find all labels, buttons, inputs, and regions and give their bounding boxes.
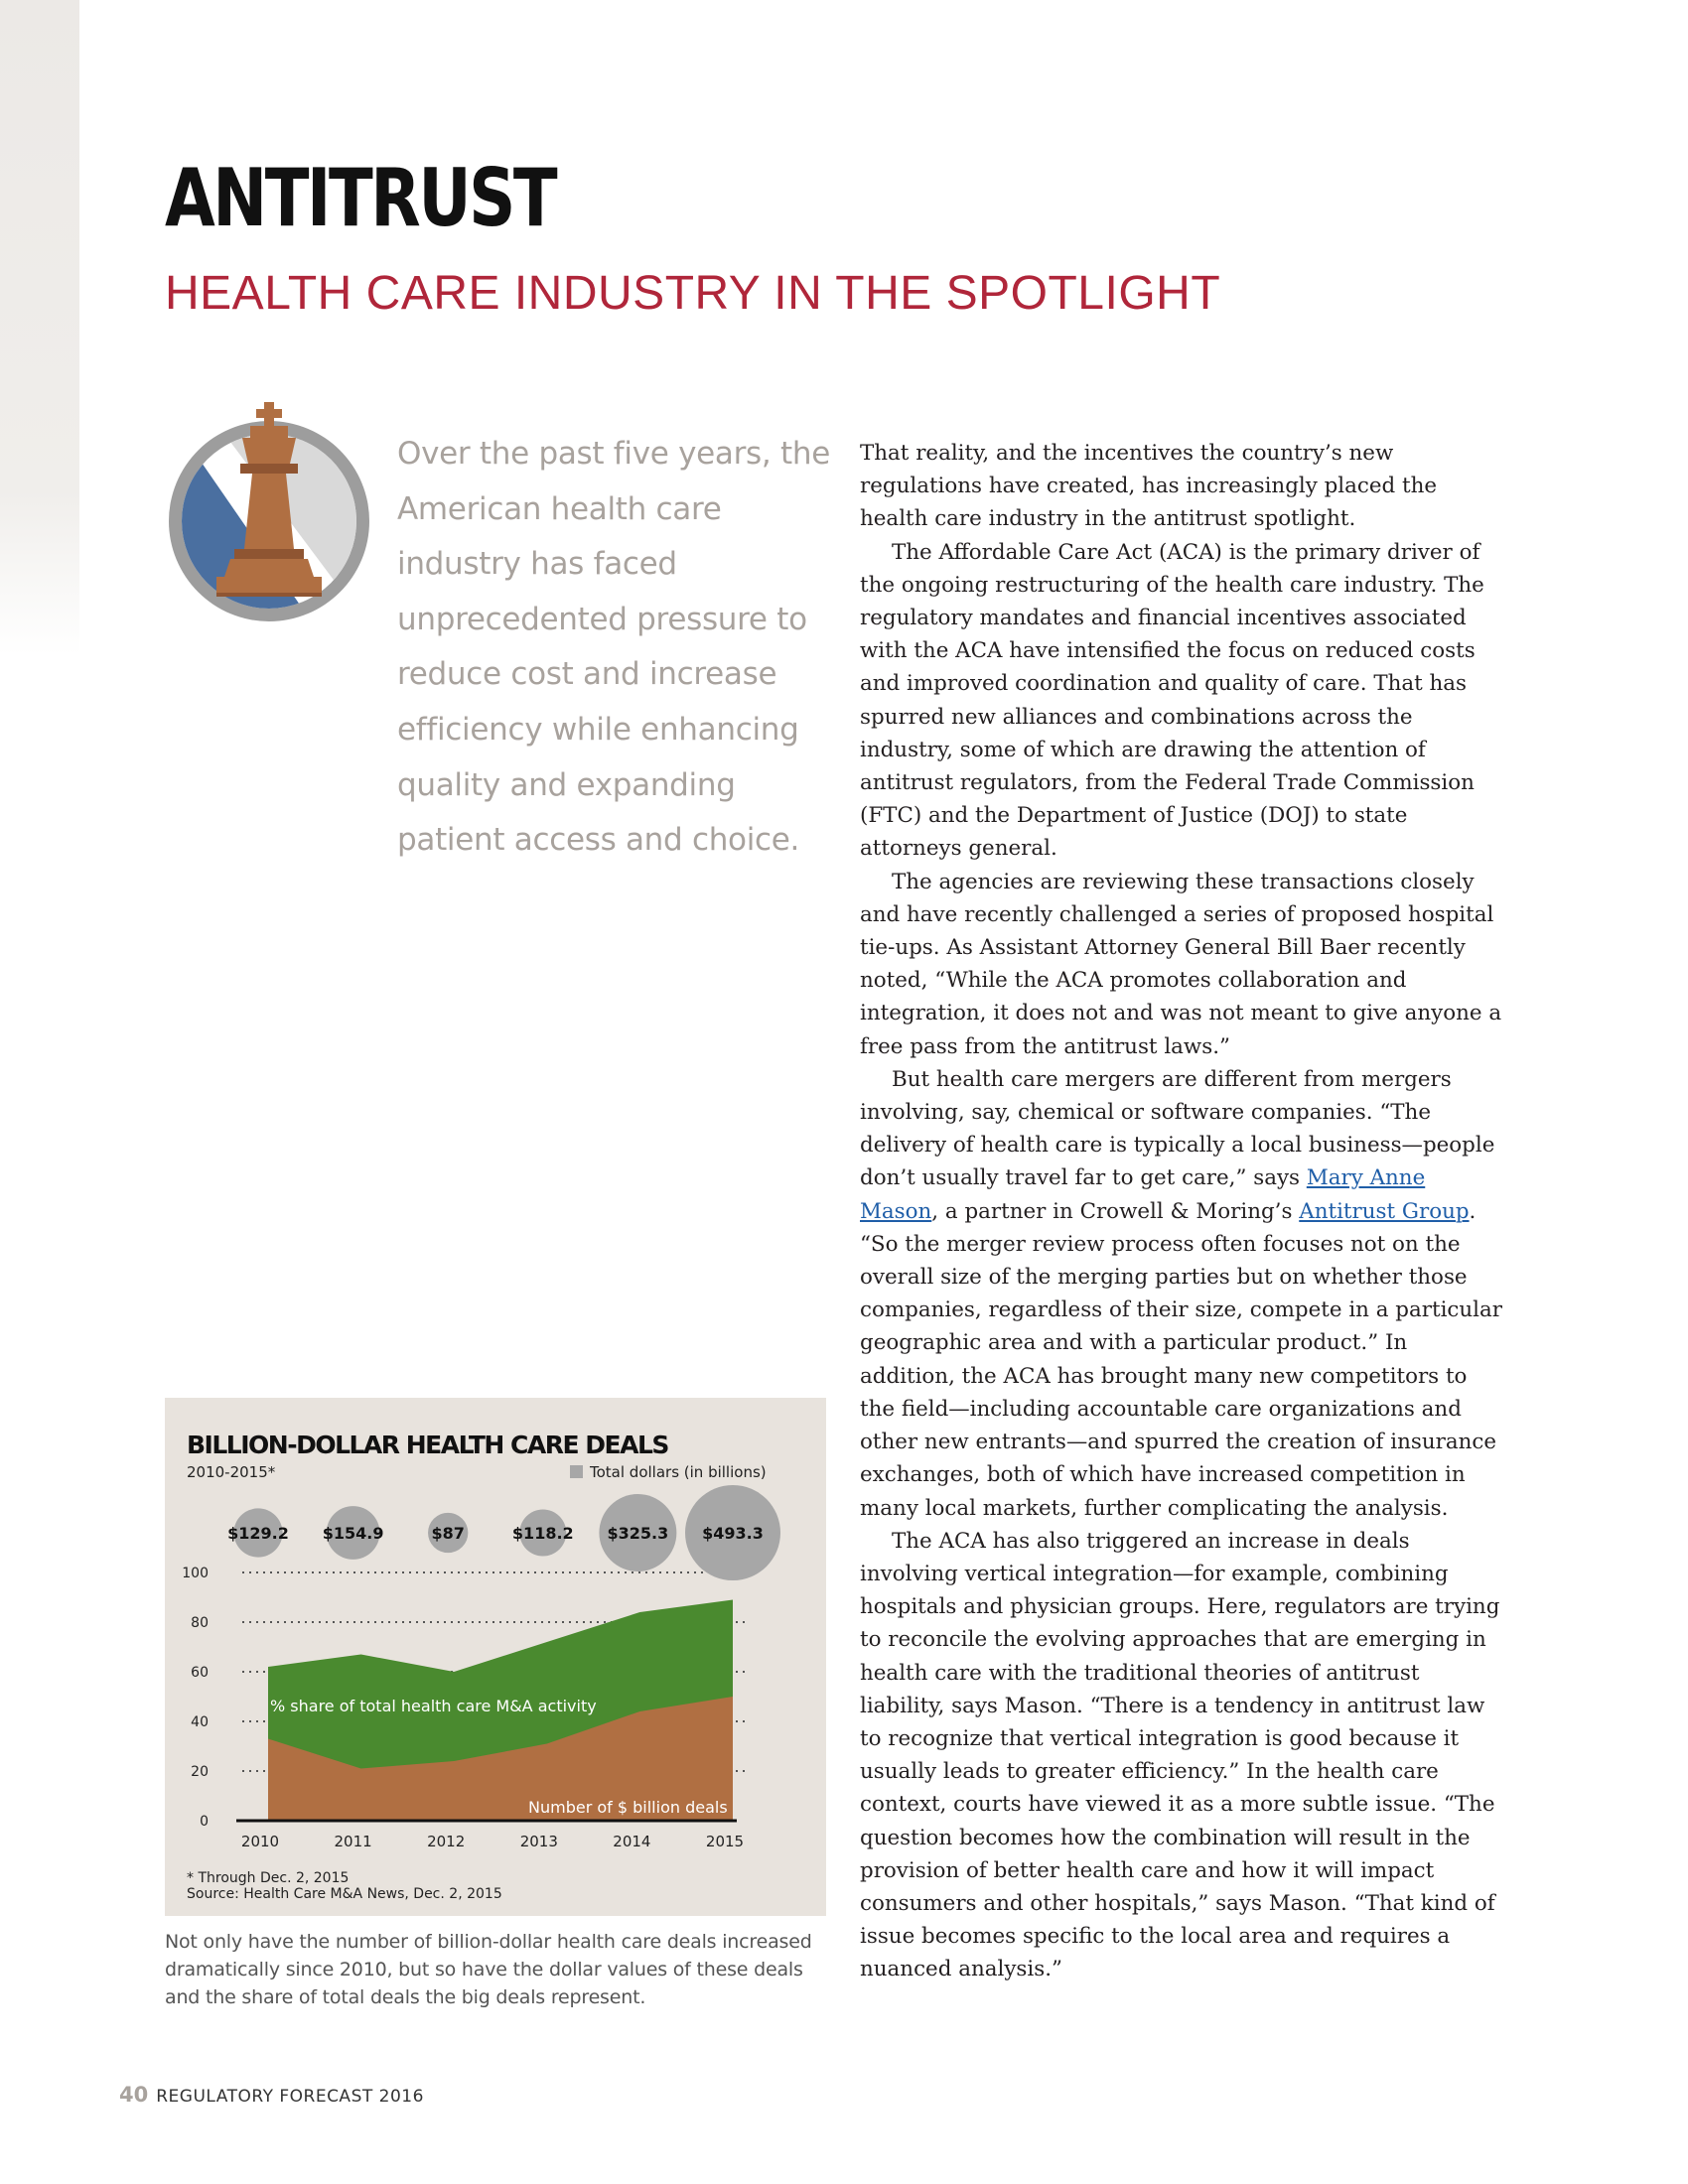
pull-quote: Over the past five years, the American health care industry has faced unprecedented pressure to reduce cost and increase efficiency while enhancing quality and expanding patient access and choice. xyxy=(397,436,830,859)
bubble-label: $325.3 xyxy=(607,1524,669,1543)
y-tick-label: 20 xyxy=(191,1764,209,1780)
x-tick-label: 2011 xyxy=(334,1833,372,1850)
bubble-label: $493.3 xyxy=(702,1524,764,1543)
page-edge-bar xyxy=(0,0,79,655)
y-tick-label: 40 xyxy=(191,1714,209,1730)
paragraph: The Affordable Care Act (ACA) is the primary driver of the ongoing restructuring of the health care industry. The regulatory mandates and financial incentives associated with the ACA have intensified the focus on reduced costs and improved coordination and quality of care. That has spurred new alliances and combinations across the industry, some of which are drawing the attention of antitrust regulators, from the Federal Trade Commission (FTC) and the Department of Justice (DOJ) to state attorneys general. xyxy=(860,539,1484,862)
bubble-label: $154.9 xyxy=(322,1524,384,1543)
area-chart xyxy=(165,1398,826,1916)
bubble-label: $87 xyxy=(431,1524,465,1543)
chart-title: BILLION-DOLLAR HEALTH CARE DEALS xyxy=(187,1431,668,1459)
page-title: ANTITRUST xyxy=(165,152,556,244)
legend-swatch xyxy=(570,1465,583,1478)
mary-anne-mason-link[interactable]: Mary Anne Mason xyxy=(860,1165,1426,1224)
y-tick-label: 60 xyxy=(191,1665,209,1681)
y-tick-label: 0 xyxy=(200,1814,209,1830)
bubble-label: $118.2 xyxy=(511,1524,574,1543)
y-tick-label: 80 xyxy=(191,1615,209,1631)
x-tick-label: 2012 xyxy=(427,1833,466,1850)
paragraph: That reality, and the incentives the country’s new regulations have created, has increasingly placed the health care industry in the antitrust spotlight. xyxy=(860,441,1438,532)
chart-source: Source: Health Care M&A News, Dec. 2, 2015 xyxy=(187,1886,502,1902)
chart-box xyxy=(165,1398,826,1916)
publication-name: REGULATORY FORECAST 2016 xyxy=(156,2087,424,2107)
paragraph: The agencies are reviewing these transactions closely and have recently challenged a series of proposed hospital tie-ups. As Assistant Attorney General Bill Baer recently noted, “While the ACA promotes collaboration and integration, it does not and was not meant to give anyone a free pass from the antitrust laws.” xyxy=(860,869,1502,1059)
paragraph xyxy=(860,1063,1507,1525)
series-label-count: Number of $ billion deals xyxy=(528,1798,728,1817)
series-label-share: % share of total health care M&A activity xyxy=(270,1697,597,1715)
bubble-label: $129.2 xyxy=(227,1524,289,1543)
page-number: 40 xyxy=(119,2083,149,2107)
paragraph-text: But health care mergers are different from mergers involving, say, chemical or software companies. “The delivery of health care is typically a local business—people don’t usually travel far to get care,” says xyxy=(860,1066,1495,1191)
chart-subtitle: 2010-2015* xyxy=(187,1463,276,1481)
chess-king-icon xyxy=(165,402,373,630)
legend-label: Total dollars (in billions) xyxy=(590,1463,767,1481)
x-tick-label: 2015 xyxy=(705,1833,745,1850)
paragraph-text: , a partner in Crowell & Moring’s xyxy=(931,1198,1300,1224)
x-tick-label: 2014 xyxy=(613,1833,651,1850)
x-tick-label: 2013 xyxy=(519,1833,558,1850)
antitrust-group-link[interactable]: Antitrust Group xyxy=(1299,1198,1470,1224)
page-subtitle: HEALTH CARE INDUSTRY IN THE SPOTLIGHT xyxy=(165,267,1221,320)
paragraph: The ACA has also triggered an increase in deals involving vertical integration—for example, combining hospitals and physician groups. Here, regulators are trying to reconcile the evolving approaches that are emerging in health care with the traditional theories of antitrust liability, says Mason. “There is a tendency in antitrust law to recognize that vertical integration is good because it usually leads to greater efficiency.” In the health care context, courts have viewed it as a more subtle issue. “The question becomes how the combination will result in the provision of better health care and how it will impact consumers and other hospitals,” says Mason. “That kind of issue becomes specific to the local area and requires a nuanced analysis.” xyxy=(860,1528,1500,1982)
x-tick-label: 2010 xyxy=(240,1833,280,1850)
paragraph-text: . “So the merger review process often focuses not on the overall size of the merging parties but on whether those companies, regardless of their size, compete in a particular geographic area and with a particular product.” In addition, the ACA has brought many new competitors to the field—including accountable care organizations and other new entrants—and spurred the creation of insurance exchanges, both of which have increased competition in many local markets, further complicating the analysis. xyxy=(860,1198,1502,1521)
chart-footnote: * Through Dec. 2, 2015 xyxy=(187,1870,350,1886)
article-body xyxy=(860,437,1507,1986)
page-footer xyxy=(119,2083,424,2107)
y-tick-label: 100 xyxy=(182,1566,209,1581)
chart-caption: Not only have the number of billion-dollar health care deals increased dramatically since 2010, but so have the dollar values of these deals and the share of total deals the big deals represent. xyxy=(165,1931,812,2008)
